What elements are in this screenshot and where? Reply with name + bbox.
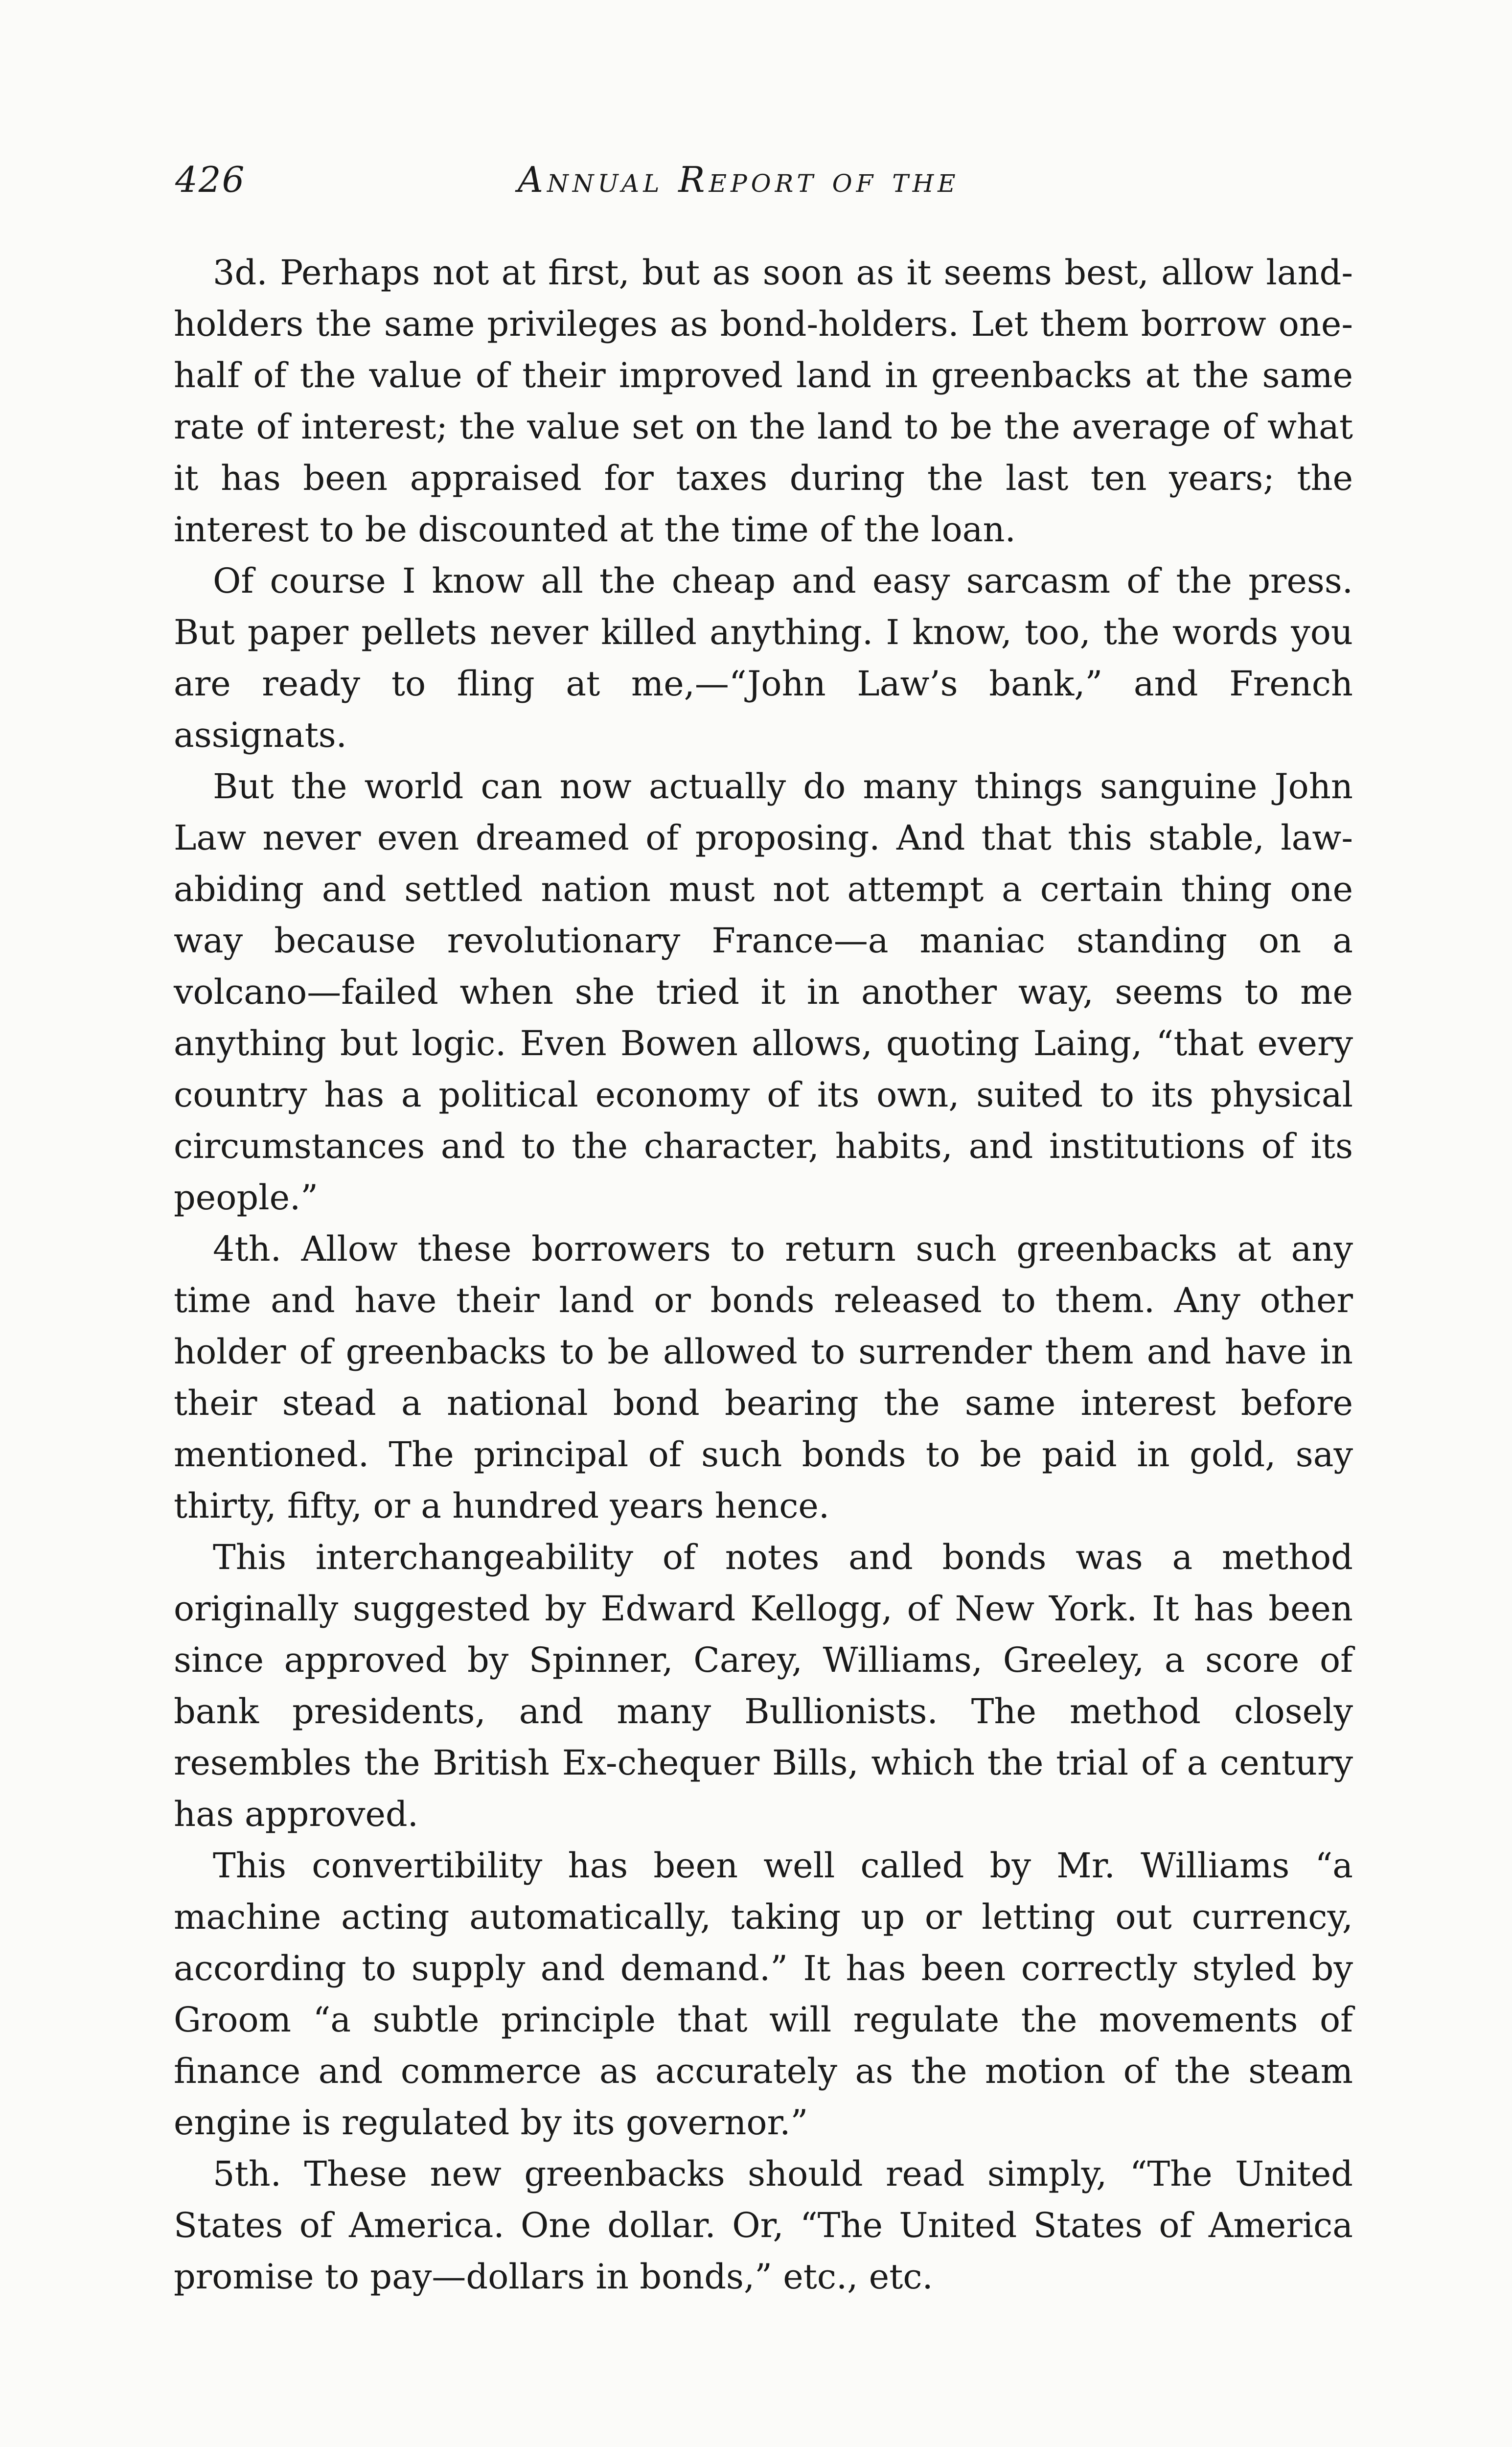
page-header xyxy=(175,159,1350,208)
paragraph-sarcasm-of-press: Of course I know all the cheap and easy sarcasm of the press. But paper pellets never killed anything. I know, too, the words you are ready to fling at me,—“John Law’s bank,” and French assignats. xyxy=(174,561,1353,755)
page-body xyxy=(174,247,1353,2303)
paragraph-5th-greenbacks: 5th. These new greenbacks should read simply, “The United States of America. One dollar. Or, “The United States of America promise to pay—dollars in bonds,” etc., etc. xyxy=(174,2154,1353,2297)
paragraph-convertibility: This convertibility has been well called by Mr. Williams “a machine acting automatically, taking up or letting out currency, according to supply and demand.” It has been correctly styled by Groom “a subtle principle that will regulate the movements of finance and commerce as accurately as the motion of the steam engine is regulated by its governor.” xyxy=(174,1846,1353,2143)
paragraph-interchangeability: This interchangeability of notes and bonds was a method originally suggested by Edward Kellogg, of New York. It has been since approved by Spinner, Carey, Williams, Greeley, a score of bank presidents, and many Bullionists. The method closely resembles the British Ex-chequer Bills, which the trial of a century has approved. xyxy=(174,1537,1353,1834)
running-head: Annual Report of the xyxy=(518,159,960,200)
paragraph-john-law: But the world can now actually do many things sanguine John Law never even dreamed of proposing. And that this stable, law-abiding and settled nation must not attempt a certain thing one way because revolutionary France—a maniac standing on a volcano—failed when she tried it in another way, seems to me anything but logic. Even Bowen allows, quoting Laing, “that every country has a political economy of its own, suited to its physical circumstances and to the character, habits, and institutions of its people.” xyxy=(174,766,1353,1218)
paragraph-4th-borrowers: 4th. Allow these borrowers to return such greenbacks at any time and have their land or bonds released to them. Any other holder of greenbacks to be allowed to surrender them and have in their stead a national bond bearing the same interest before mentioned. The principal of such bonds to be paid in gold, say thirty, fifty, or a hundred years hence. xyxy=(174,1229,1353,1526)
paragraph-3d-landholders: 3d. Perhaps not at first, but as soon as it seems best, allow land-holders the same privileges as bond-holders. Let them borrow one-half of the value of their improved land in greenbacks at the same rate of interest; the value set on the land to be the average of what it has been appraised for taxes during the last ten years; the interest to be discounted at the time of the loan. xyxy=(174,253,1353,550)
page-number: 426 xyxy=(175,159,246,200)
